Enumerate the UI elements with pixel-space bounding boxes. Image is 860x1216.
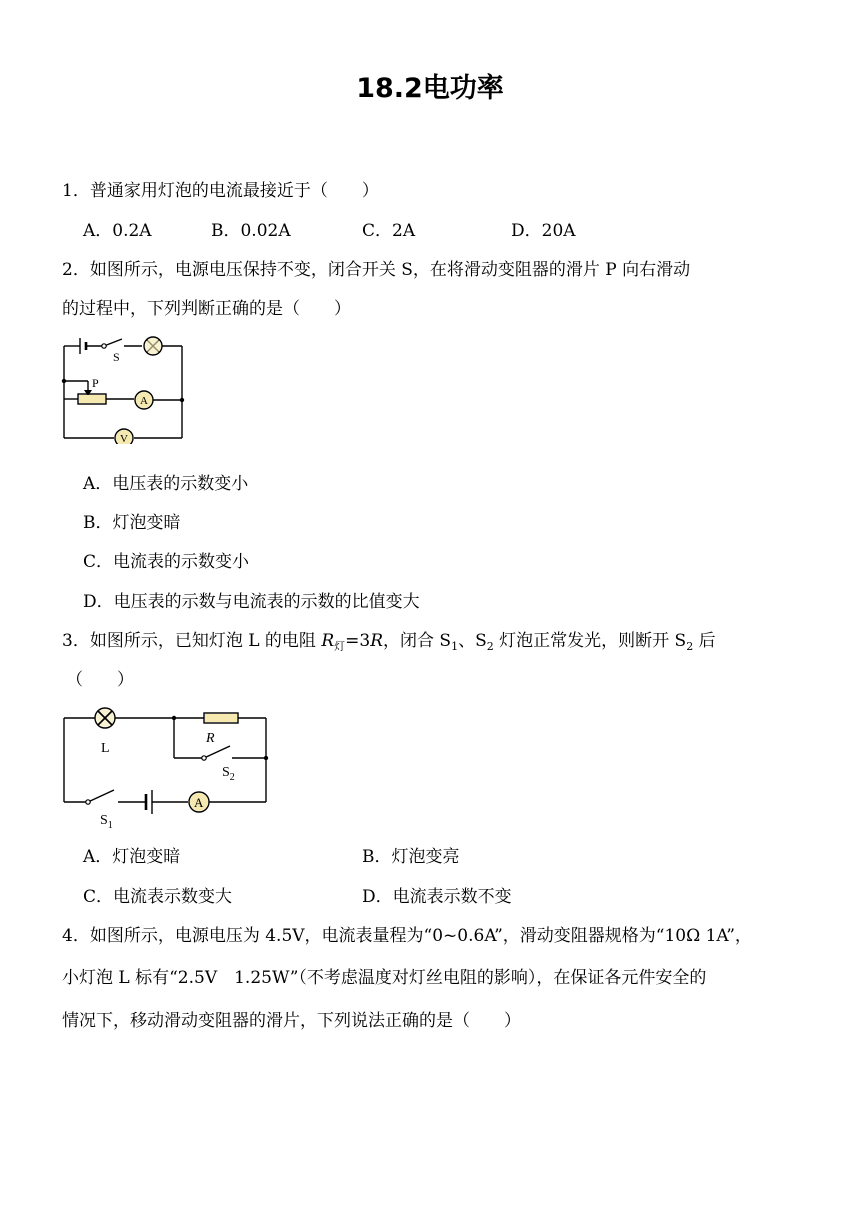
q2-voltmeter-label: V [120,433,128,444]
q3-option-a: A．灯泡变暗 [83,847,181,867]
q1-option-d: D．20A [511,221,576,241]
q3-stem-part-a: 3．如图所示，已知灯泡 L 的电阻 [62,631,322,651]
q2-option-a: A．电压表的示数变小 [83,474,249,494]
q3-s2-subscript: 2 [486,640,494,653]
q2-stem-line2: 的过程中，下列判断正确的是（ ） [62,299,351,319]
q3-stem-line1 [62,629,716,659]
q2-switch-label: S [113,350,120,364]
q1-option-a: A．0.2A [83,221,152,241]
q3-option-c: C．电流表示数变大 [83,887,233,907]
q3-ammeter-label: A [194,795,204,810]
q4-stem-line3: 情况下，移动滑动变阻器的滑片，下列说法正确的是（ ） [62,1011,521,1031]
q3-stem-part-d: 、S [458,631,487,651]
q2-option-d: D．电压表的示数与电流表的示数的比值变大 [83,592,420,612]
q3-switch2-label: $S_2$ [222,765,235,783]
q3-option-d: D．电流表示数不变 [362,887,512,907]
q3-circuit-diagram [58,704,274,834]
q3-resistor-label: R [206,731,215,746]
q3-s1-subscript: 1 [451,640,459,653]
q2-slider-label: P [92,376,99,390]
q3-r-symbol: R [321,631,335,651]
q2-stem-line1: 2．如图所示，电源电压保持不变，闭合开关 S，在将滑动变阻器的滑片 P 向右滑动 [62,260,691,280]
q3-switch1-label: $S_1$ [100,813,113,831]
q3-stem-part-f: 后 [693,631,716,651]
q2-option-c: C．电流表的示数变小 [83,552,250,572]
q3-stem-part-c: ，闭合 S [383,631,452,651]
page-title: 18.2电功率 [356,73,504,104]
q3-stem-part-e: 灯泡正常发光，则断开 S [493,631,687,651]
q2-circuit-diagram [58,334,190,444]
q4-stem-line2: 小灯泡 L 标有“2.5V 1.25W”（不考虑温度对灯丝电阻的影响），在保证各元件安全的 [62,968,707,988]
q4-stem-line1: 4．如图所示，电源电压为 4.5V，电流表量程为“0~0.6A”，滑动变阻器规格为“10Ω 1A”， [62,926,752,946]
q3-option-b: B．灯泡变亮 [362,847,460,867]
q2-option-b: B．灯泡变暗 [83,513,181,533]
q3-r-subscript: 灯 [334,640,346,653]
q1-stem: 1．普通家用灯泡的电流最接近于（ ） [62,181,379,201]
q1-option-b: B．0.02A [211,221,291,241]
q3-lamp-label: L [101,741,110,756]
q3-stem-part-b: =3 [345,631,371,651]
q3-s2-subscript-b: 2 [686,640,694,653]
q3-r-symbol-2: R [370,631,384,651]
q3-stem-line2: （ ） [66,670,134,690]
q1-option-c: C．2A [362,221,416,241]
q2-ammeter-label: A [140,395,148,407]
